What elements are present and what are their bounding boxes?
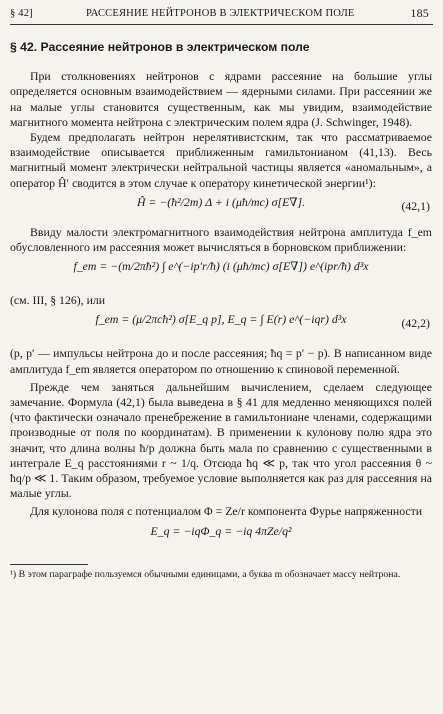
page-body: [10, 40, 432, 581]
equation-born: [10, 259, 432, 289]
equation-fourier: [10, 524, 432, 554]
footnote-rule: [10, 564, 88, 565]
paragraph-2: Будем предполагать нейтрон нерелятивистским, так что рассматриваемое взаимодействие описывается приближенным гамильтонианом (41,13). Весь магнитный момент электрически нейтральной частицы является «аномальным», а оператор Ĥ′ сводится в этом случае к оператору кинетической энергии¹):: [10, 130, 432, 190]
header-rule: [10, 24, 433, 25]
equation-42-1-number: (42,1): [401, 198, 430, 213]
footnote: ¹) В этом параграфе пользуемся обычными единицами, а буква m обозначает массу нейтрона.: [10, 568, 401, 580]
paragraph-7: Для кулонова поля с потенциалом Φ = Ze/r компонента Фурье напряженности: [30, 504, 423, 519]
header-title: РАССЕЯНИЕ НЕЙТРОНОВ В ЭЛЕКТРИЧЕСКОМ ПОЛЕ: [86, 8, 355, 19]
equation-42-1: [10, 195, 432, 221]
page-number: 185: [410, 6, 429, 20]
equation-42-2: [10, 312, 432, 342]
header-section-ref: § 42]: [10, 8, 33, 19]
paragraph-6: Прежде чем заняться дальнейшим вычислением, сделаем следующее замечание. Формула (42,1) была выведена в § 41 для медленно меняющихся полей (что фактически означало пренебрежение в гамильтониане членами, содержащими производные от поля по координатам). В применении к кулонову полю ядра это значит, что длина волны ħ/p должна быть мала по сравнению с существенными в интеграле E_q расстояниями r ~ 1/q. Отсюда ħq ≪ p, так что угол рассеяния θ ~ ħq/p ≪ 1. Таким образом, требуемое условие выполняется как раз для рассеяния на малые углы.: [10, 379, 432, 501]
paragraph-5: (p, p′ — импульсы нейтрона до и после рассеяния; ħq = p′ − p). В написанном виде амплитуда f_em является оператором по отношению к спиновой переменной.: [10, 346, 432, 376]
equation-fourier-body: E_q = −iqΦ_q = −iq 4πZe/q²: [150, 523, 292, 538]
paragraph-3: Ввиду малости электромагнитного взаимодействия нейтрона амплитуда f_em обусловленного им рассеяния может вычисляться в борновском приближении:: [10, 224, 432, 255]
equation-born-body: f_em = −(m/2πħ²) ∫ e^(−ip′r/ħ) (i (μħ/mc) σ[E∇]) e^(ipr/ħ) d³x: [73, 259, 369, 274]
paragraph-4: (см. III, § 126), или: [10, 293, 106, 308]
equation-42-1-body: Ĥ = −(ħ²/2m) Δ + i (μħ/mc) σ[E∇].: [136, 194, 306, 209]
running-header: [10, 6, 433, 24]
paragraph-1: При столкновениях нейтронов с ядрами рассеяние на большие углы определяется основным взаимодействием — ядерными силами. При рассеянии же на малые углы становится существенным, как мы увидим, взаимодействие магнитного момента нейтрона с электрическим полем ядра (J. Schwinger, 1948).: [10, 69, 432, 129]
section-title: § 42. Рассеяние нейтронов в электрическом поле: [10, 40, 310, 54]
equation-42-2-number: (42,2): [401, 316, 430, 331]
equation-42-2-body: f_em = (μ/2πcħ²) σ[E_q p], E_q = ∫ E(r) e^(−iqr) d³x: [95, 312, 347, 327]
